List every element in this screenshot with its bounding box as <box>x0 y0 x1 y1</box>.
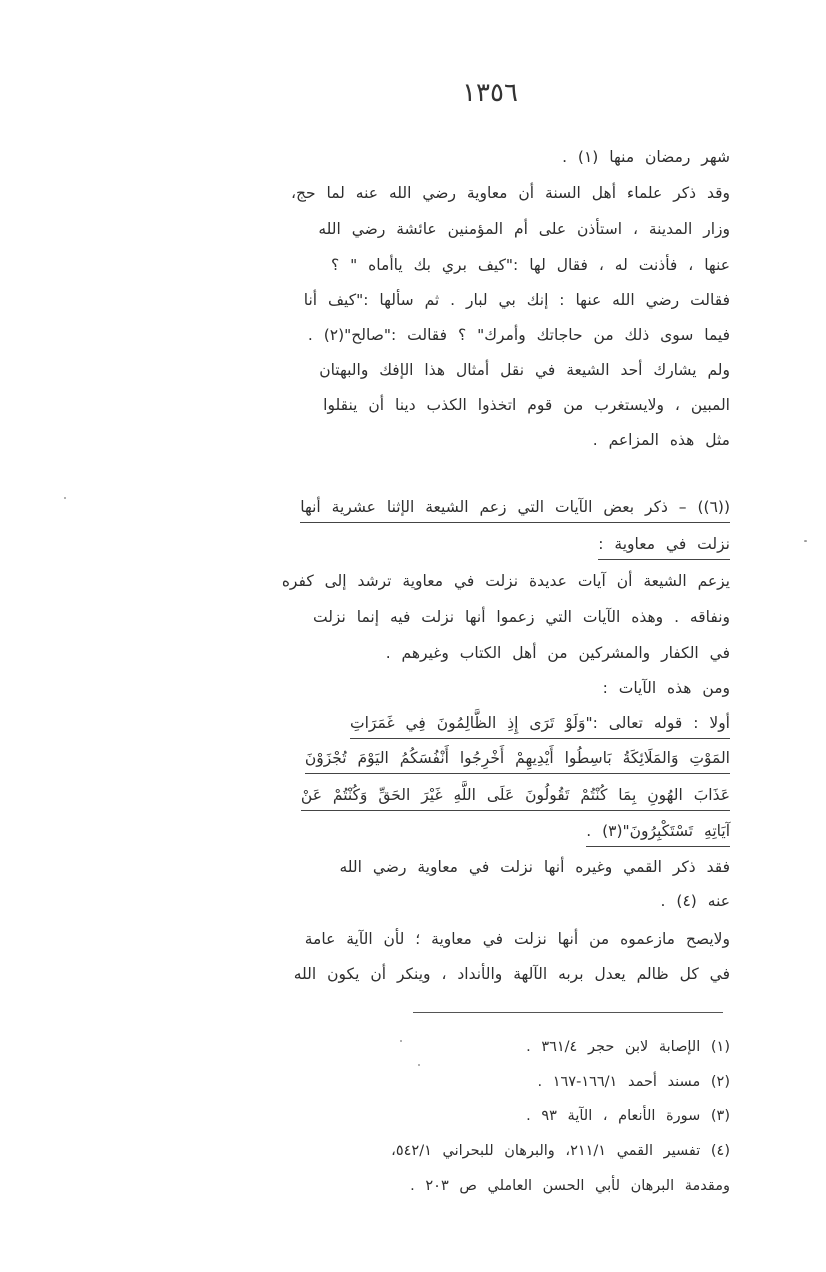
section-body-line: في الكفار والمشركين من أهل الكتاب وغيرهم . <box>385 644 730 662</box>
paragraph-line: شهر رمضان منها (١) . <box>562 148 730 166</box>
verse-line: المَوْتِ وَالمَلَائِكَةُ بَاسِطُوا أَيْدِيهِمْ أَخْرِجُوا أَنْفُسَكُمُ اليَوْمَ تُجْزَوْنَ <box>305 747 730 774</box>
footnote: ومقدمة البرهان لأبي الحسن العاملي ص ٢٠٣ . <box>410 1178 730 1194</box>
paragraph-line: وقد ذكر علماء أهل السنة أن معاوية رضي الله عنه لما حج، <box>290 184 730 202</box>
page-number: ١٣٥٦ <box>462 78 518 108</box>
paragraph-line: عنها ، فأذنت له ، فقال لها :"كيف بري بك ياأماه " ؟ <box>330 256 730 274</box>
footnote: (٣) سورة الأنعام ، الآية ٩٣ . <box>526 1108 730 1124</box>
paragraph-line: مثل هذه المزاعم . <box>592 431 730 449</box>
paragraph-line: ولايصح مازعموه من أنها نزلت في معاوية ؛ لأن الآية عامة <box>304 930 730 948</box>
paragraph-line: فقد ذكر القمي وغيره أنها نزلت في معاوية رضي الله <box>339 858 730 876</box>
paragraph-line: المبين ، ولايستغرب من قوم اتخذوا الكذب دينا أن ينقلوا <box>323 396 730 414</box>
paragraph-line: وزار المدينة ، استأذن على أم المؤمنين عائشة رضي الله <box>318 220 730 238</box>
verse-line: عَذَابَ الهُونِ بِمَا كُنْتُمْ تَقُولُونَ عَلَى اللَّهِ غَيْرَ الحَقِّ وَكُنْتُمْ عَنْ <box>301 784 730 811</box>
verse-line: آيَاتِهِ تَسْتَكْبِرُونَ"(٣) . <box>586 820 730 847</box>
paragraph-line: عنه (٤) . <box>660 892 730 910</box>
footnote: (٢) مسند أحمد ١٦٦/١-١٦٧ . <box>537 1074 730 1090</box>
section-heading-continued: نزلت في معاوية : <box>598 533 730 560</box>
paragraph-line: فيما سوى ذلك من حاجاتك وأمرك" ؟ فقالت :"صالح"(٢) . <box>307 326 730 344</box>
footnote: (١) الإصابة لابن حجر ٣٦١/٤ . <box>526 1039 730 1055</box>
section-body-line: ونفاقه . وهذه الآيات التي زعموا أنها نزلت فيه إنما نزلت <box>312 608 730 626</box>
paragraph-line: فقالت رضي الله عنها : إنك بي لبار . ثم سألها :"كيف أنا <box>303 291 730 309</box>
section-body-line: ومن هذه الآيات : <box>602 679 730 697</box>
section-heading: ((٦)) – ذكر بعض الآيات التي زعم الشيعة الإثنا عشرية أنها <box>300 496 730 523</box>
verse-line: أولا : قوله تعالى :"وَلَوْ تَرَى إِذِ الظَّالِمُونَ فِي غَمَرَاتِ <box>350 712 730 739</box>
footnote: (٤) تفسير القمي ٢١١/١، والبرهان للبحراني ٥٤٢/١، <box>391 1143 730 1159</box>
section-body-line: يزعم الشيعة أن آيات عديدة نزلت في معاوية ترشد إلى كفره <box>281 572 730 590</box>
paragraph-line: ولم يشارك أحد الشيعة في نقل أمثال هذا الإفك والبهتان <box>319 361 730 379</box>
paragraph-line: في كل ظالم يعدل بربه الآلهة والأنداد ، وينكر أن يكون الله <box>293 965 730 983</box>
footnote-divider <box>413 1012 723 1013</box>
